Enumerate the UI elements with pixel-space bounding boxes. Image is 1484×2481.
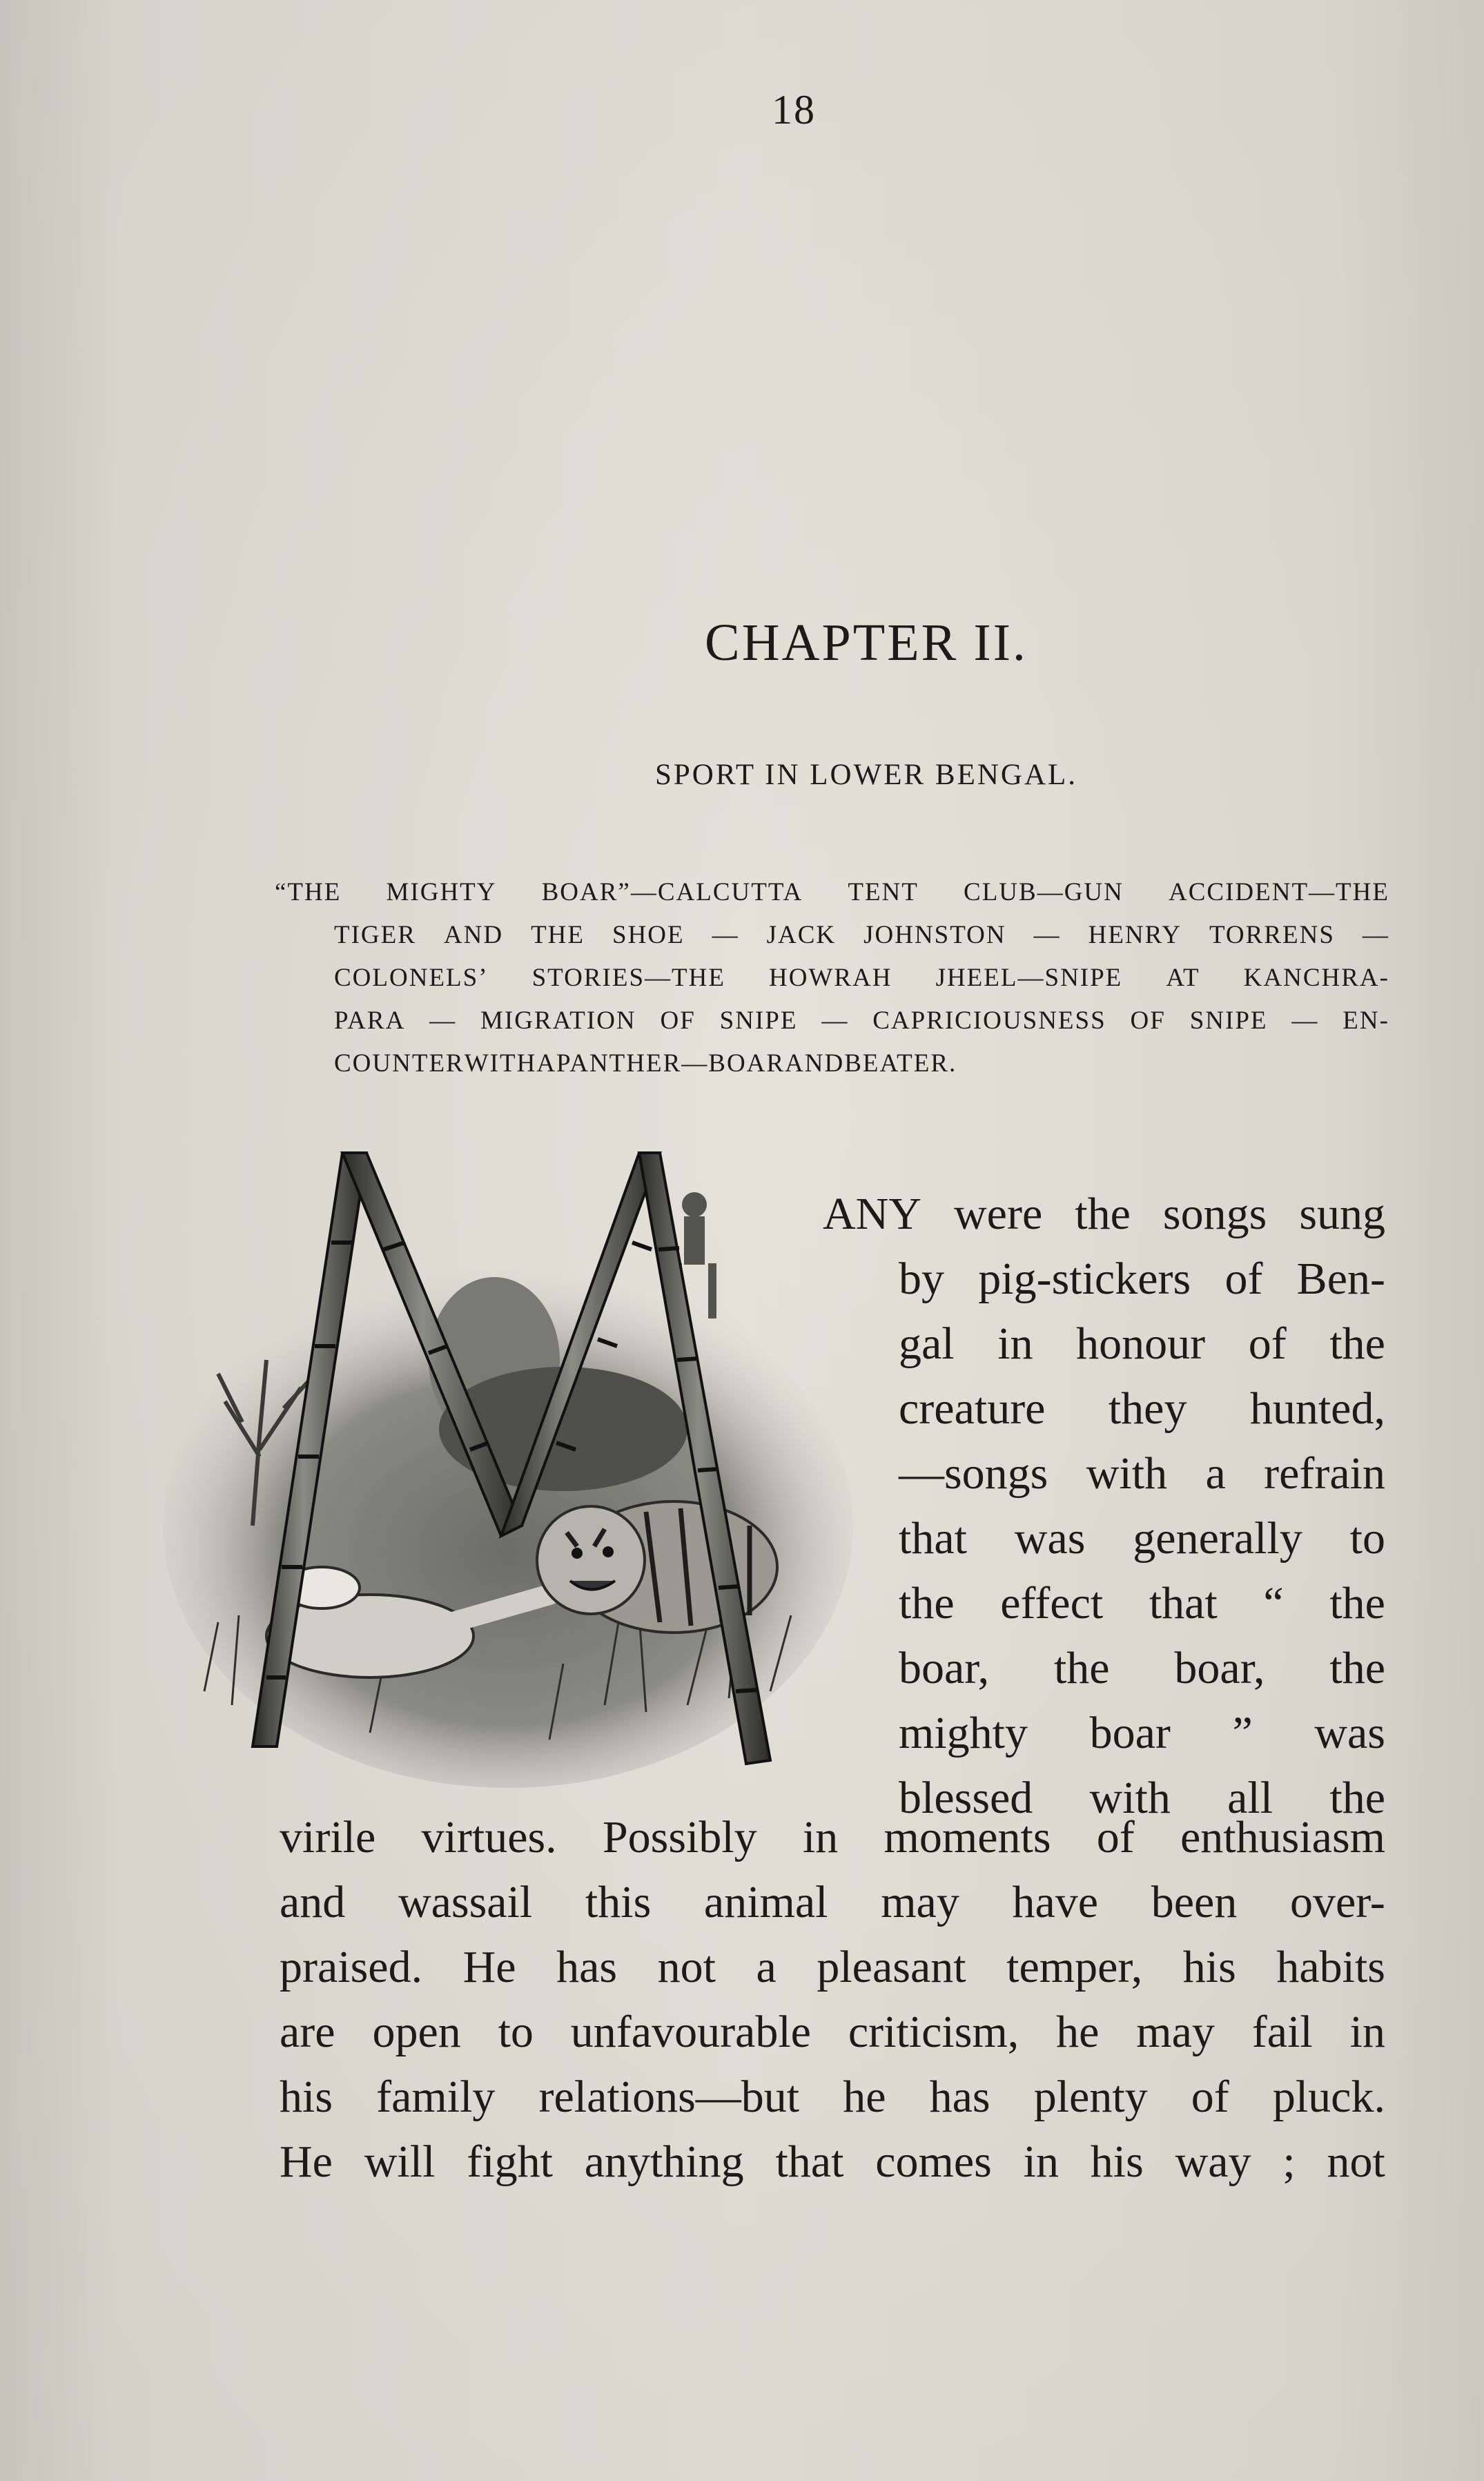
word: not: [657, 1942, 716, 1992]
word: boar,: [899, 1643, 990, 1693]
word: “THE: [275, 878, 342, 906]
word: pig-stickers: [978, 1254, 1191, 1304]
word: that: [899, 1513, 967, 1564]
word: Possibly: [602, 1812, 757, 1862]
word: THE: [531, 921, 585, 949]
word: may: [1136, 2007, 1215, 2057]
word: refrain: [1264, 1448, 1385, 1499]
drop-cap-illustration: [163, 1139, 853, 1795]
word: blessed: [899, 1773, 1033, 1823]
word: gal: [899, 1319, 955, 1369]
word: BOAR”—CALCUTTA: [541, 878, 803, 906]
word: anything: [584, 2137, 744, 2187]
word: of: [1096, 1812, 1135, 1862]
word: a: [756, 1942, 777, 1992]
word: his: [1182, 1942, 1236, 1992]
word: the: [1329, 1578, 1385, 1628]
word: pluck.: [1272, 2072, 1385, 2122]
word: CAPRICIOUSNESS: [872, 1006, 1106, 1035]
word: comes: [875, 2137, 992, 2187]
word: EN-: [1343, 1006, 1389, 1035]
word: sung: [1299, 1189, 1385, 1239]
word: they: [1108, 1383, 1187, 1434]
synopsis-line: [275, 914, 1389, 957]
word: has: [556, 1942, 618, 1992]
body-line: [280, 1805, 1385, 1870]
word: KANCHRA-: [1243, 964, 1389, 992]
word: virtues.: [421, 1812, 557, 1862]
word: JHEEL—SNIPE: [935, 964, 1123, 992]
word: ACCIDENT—THE: [1169, 878, 1389, 906]
body-text-full-width: [280, 1805, 1385, 2195]
word: boar,: [1174, 1643, 1265, 1693]
word: AND: [443, 921, 504, 949]
word: creature: [899, 1383, 1046, 1434]
word: that: [1149, 1578, 1218, 1628]
word: way: [1175, 2137, 1251, 2187]
synopsis-line: [275, 957, 1389, 1000]
word: effect: [1000, 1578, 1104, 1628]
word: COLONELS’: [334, 964, 489, 992]
word: habits: [1276, 1942, 1385, 1992]
body-line: [823, 1182, 1385, 1247]
word: generally: [1133, 1513, 1302, 1564]
word: SHOE: [612, 921, 685, 949]
page-number: 18: [772, 87, 816, 133]
chapter-subtitle: SPORT IN LOWER BENGAL.: [654, 759, 1078, 791]
word: BEATER.: [844, 1049, 957, 1078]
word: AT: [1166, 964, 1200, 992]
word: all: [1227, 1773, 1273, 1823]
word: OF: [1130, 1006, 1166, 1035]
word: moments: [883, 1812, 1051, 1862]
synopsis-line: [275, 1042, 1389, 1085]
word: —: [821, 1006, 849, 1035]
word: virile: [280, 1812, 376, 1862]
word: were: [954, 1189, 1043, 1239]
word: his: [1090, 2137, 1144, 2187]
word: OF: [660, 1006, 696, 1035]
body-line: [899, 1636, 1385, 1701]
body-text-wrapped: [823, 1182, 1385, 1831]
word: praised.: [280, 1942, 423, 1992]
word: will: [364, 2137, 436, 2187]
word: was: [1014, 1513, 1086, 1564]
body-line: [280, 2065, 1385, 2130]
word: with: [1086, 1448, 1168, 1499]
word: —: [1033, 921, 1061, 949]
word: the: [1329, 1319, 1385, 1369]
word: may: [881, 1877, 959, 1927]
word: fail: [1251, 2007, 1313, 2057]
word: in: [1349, 2007, 1385, 2057]
word: SNIPE: [1189, 1006, 1268, 1035]
word: JOHNSTON: [863, 921, 1006, 949]
word: been: [1151, 1877, 1238, 1927]
body-line: [280, 1935, 1385, 2000]
word: the: [1329, 1773, 1385, 1823]
word: MIGHTY: [386, 878, 497, 906]
body-line: [899, 1701, 1385, 1766]
body-line: [280, 2000, 1385, 2065]
word: family: [376, 2072, 496, 2122]
body-line: [899, 1506, 1385, 1571]
word: AND: [785, 1049, 845, 1078]
word: —: [429, 1006, 457, 1035]
word: relations—but: [538, 2072, 800, 2122]
word: the: [1075, 1189, 1131, 1239]
body-line: [280, 1870, 1385, 1935]
body-line: [899, 1312, 1385, 1376]
word: open: [372, 2007, 461, 2057]
synopsis-line: [275, 871, 1389, 914]
word: —: [1291, 1006, 1319, 1035]
word: JACK: [766, 921, 837, 949]
word: boar: [1089, 1708, 1171, 1758]
word: MIGRATION: [480, 1006, 636, 1035]
word: —: [712, 921, 739, 949]
word: animal: [703, 1877, 828, 1927]
word: PANTHER—BOAR: [556, 1049, 785, 1078]
word: songs: [1162, 1189, 1267, 1239]
word: criticism,: [848, 2007, 1019, 2057]
word: HENRY: [1088, 921, 1182, 949]
word: the: [1329, 1643, 1385, 1693]
word: in: [802, 1812, 839, 1862]
word: ANY: [823, 1189, 921, 1239]
word: plenty: [1033, 2072, 1148, 2122]
word: to: [498, 2007, 534, 2057]
word: Ben-: [1296, 1254, 1385, 1304]
word: ;: [1282, 2137, 1296, 2187]
word: not: [1327, 2137, 1385, 2187]
word: the: [1053, 1643, 1110, 1693]
word: enthusiasm: [1180, 1812, 1385, 1862]
word: wassail: [398, 1877, 533, 1927]
word: was: [1314, 1708, 1385, 1758]
body-line: [899, 1376, 1385, 1441]
word: his: [280, 2072, 333, 2122]
word: “: [1263, 1578, 1284, 1628]
body-line: [899, 1441, 1385, 1506]
body-line: [899, 1247, 1385, 1312]
word: TIGER: [334, 921, 416, 949]
word: COUNTER: [334, 1049, 465, 1078]
word: a: [1205, 1448, 1226, 1499]
word: He: [462, 1942, 516, 1992]
word: fight: [467, 2137, 553, 2187]
word: has: [929, 2072, 990, 2122]
word: by: [899, 1254, 944, 1304]
word: CLUB—GUN: [964, 878, 1124, 906]
word: and: [280, 1877, 346, 1927]
word: he: [1056, 2007, 1100, 2057]
word: HOWRAH: [769, 964, 892, 992]
word: STORIES—THE: [531, 964, 725, 992]
word: TORRENS: [1209, 921, 1335, 949]
word: —songs: [899, 1448, 1048, 1499]
chapter-title: CHAPTER II.: [705, 614, 1028, 672]
word: WITH: [464, 1049, 537, 1078]
body-line: [899, 1571, 1385, 1636]
word: PARA: [334, 1006, 406, 1035]
word: of: [1191, 2072, 1229, 2122]
word: that: [775, 2137, 844, 2187]
word: —: [1362, 921, 1389, 949]
word: he: [843, 2072, 886, 2122]
synopsis-line: [275, 1000, 1389, 1042]
word: hunted,: [1249, 1383, 1385, 1434]
word: over-: [1289, 1877, 1385, 1927]
chapter-synopsis: [275, 871, 1389, 1085]
word: honour: [1076, 1319, 1206, 1369]
word: in: [997, 1319, 1033, 1369]
word: temper,: [1006, 1942, 1143, 1992]
word: SNIPE: [719, 1006, 798, 1035]
word: this: [585, 1877, 652, 1927]
word: A: [536, 1049, 557, 1078]
word: unfavourable: [570, 2007, 811, 2057]
body-line: [280, 2130, 1385, 2195]
word: He: [280, 2137, 333, 2187]
word: pleasant: [817, 1942, 966, 1992]
word: of: [1224, 1254, 1263, 1304]
word: are: [280, 2007, 335, 2057]
word: mighty: [899, 1708, 1028, 1758]
word: the: [899, 1578, 955, 1628]
word: ”: [1232, 1708, 1253, 1758]
word: with: [1089, 1773, 1171, 1823]
word: have: [1012, 1877, 1099, 1927]
word: in: [1023, 2137, 1059, 2187]
word: TENT: [848, 878, 919, 906]
word: to: [1349, 1513, 1385, 1564]
word: of: [1248, 1319, 1287, 1369]
